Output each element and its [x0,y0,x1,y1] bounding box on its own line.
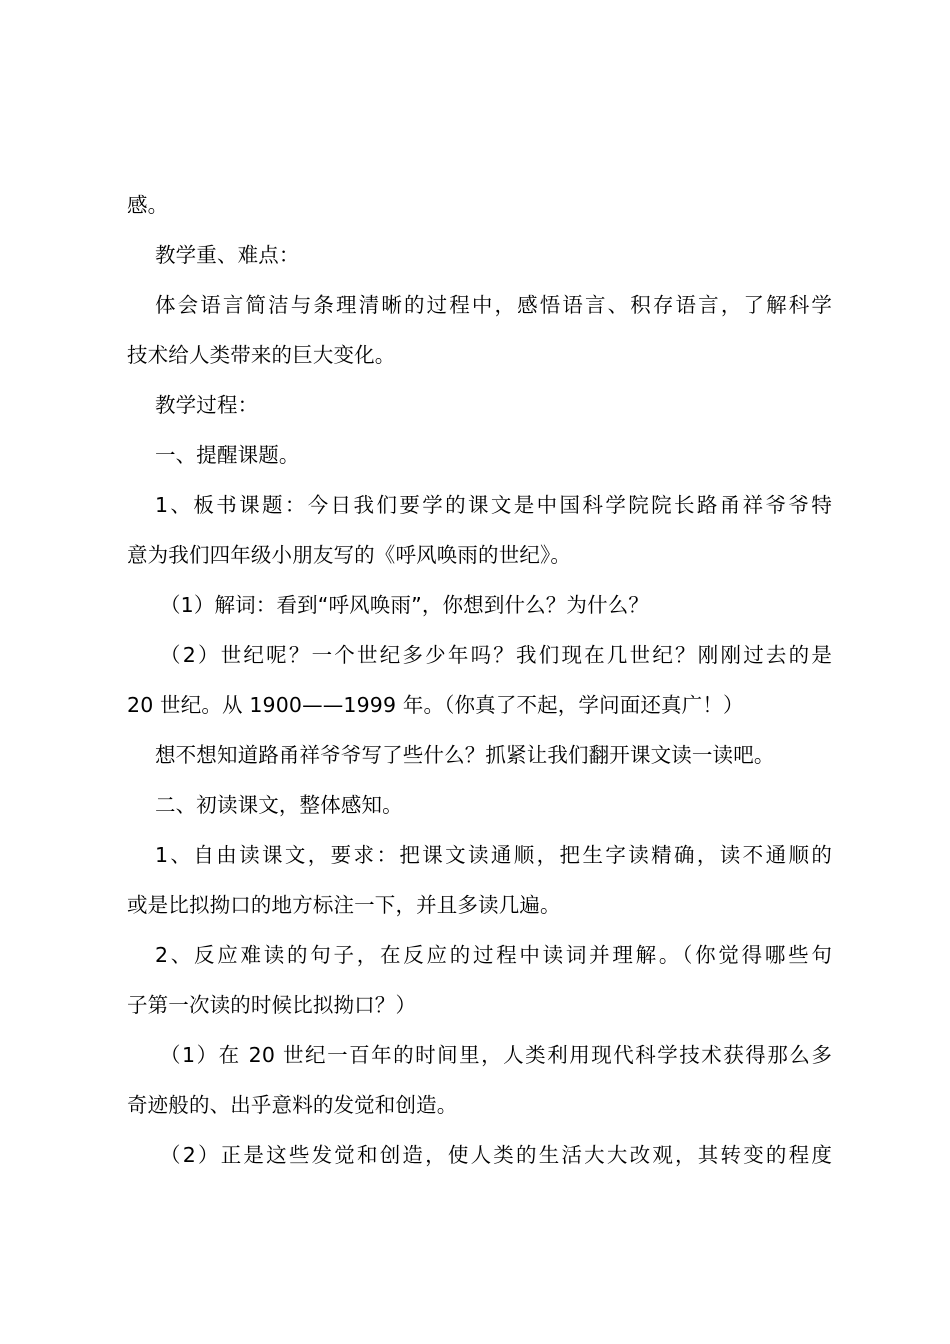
section-heading: 一、提醒课题。 [155,443,300,467]
text-line: （2）正是这些发觉和创造，使人类的生活大大改观，其转变的程度 [160,1143,832,1167]
text-line: 子第一次读的时候比拟拗口？） [127,993,417,1017]
text-line: 或是比拟拗口的地方标注一下，并且多读几遍。 [127,893,561,917]
text-line: （1）解词：看到“呼风唤雨”，你想到什么？为什么？ [160,593,650,617]
text-line: 感。 [127,193,169,217]
text-line: 1、自由读课文，要求：把课文读通顺，把生字读精确，读不通顺的 [155,843,832,867]
text-line: 2、反应难读的句子，在反应的过程中读词并理解。（你觉得哪些句 [155,943,832,967]
text-line: 1、板书课题：今日我们要学的课文是中国科学院院长路甬祥爷爷特 [155,493,832,517]
text-line: 意为我们四年级小朋友写的《呼风唤雨的世纪》。 [127,543,572,567]
section-heading: 教学重、难点： [155,243,300,267]
text-line: 体会语言简洁与条理清晰的过程中，感悟语言、积存语言，了解科学 [155,293,832,317]
text-line: 20 世纪。从 1900——1999 年。（你真了不起，学问面还真广！） [127,693,744,717]
text-line: 想不想知道路甬祥爷爷写了些什么？抓紧让我们翻开课文读一读吧。 [155,743,775,767]
text-line: （1）在 20 世纪一百年的时间里，人类利用现代科学技术获得那么多 [160,1043,832,1067]
text-line: 技术给人类带来的巨大变化。 [127,343,396,367]
text-line: 奇迹般的、出乎意料的发觉和创造。 [127,1093,458,1117]
text-line: （2）世纪呢？一个世纪多少年吗？我们现在几世纪？刚刚过去的是 [160,643,832,667]
section-heading: 二、初读课文，整体感知。 [155,793,403,817]
section-heading: 教学过程： [155,393,259,417]
